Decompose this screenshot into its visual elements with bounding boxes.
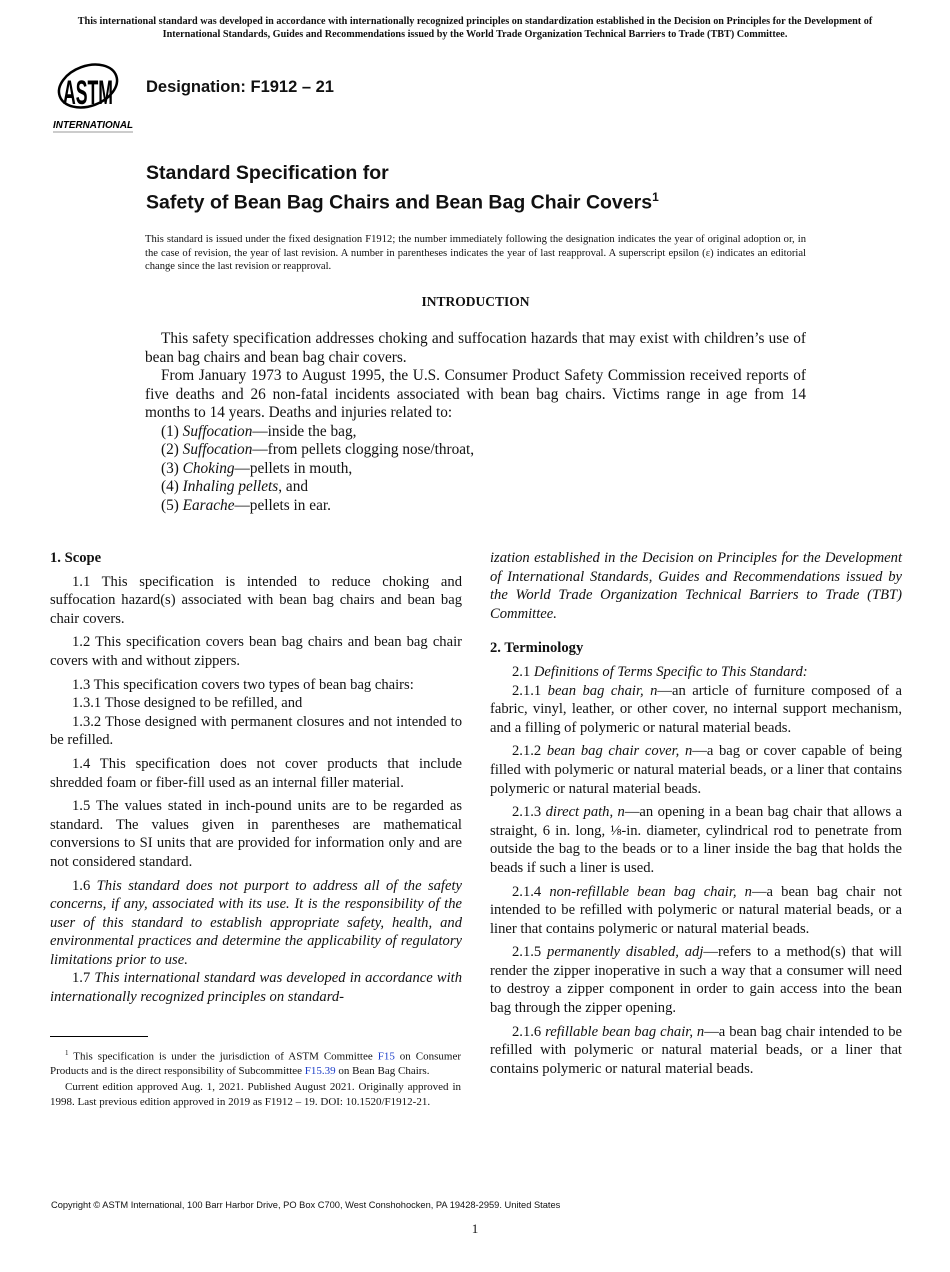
text: 1.3 This specification covers two types of bean bag chairs: [72,676,414,693]
text: —a bean bag chair intended to be refilled with polymeric or natural material beads, or a liner that contains polymeric or natural material beads. [490,1023,903,1077]
text: 1.6 [72,877,97,894]
italic-text: refillable bean bag chair, n [545,1023,705,1040]
list-number: (3) [161,459,183,477]
designation: Designation: F1912 – 21 [146,78,334,96]
text: 2.1.6 [512,1023,546,1040]
italic-text: bean bag chair cover, n [546,743,693,760]
italic-text: This international standard was developed in accordance with internationally recognized principles on standard- [50,970,463,1006]
paragraph [490,549,902,623]
list-text: —from pellets clogging nose/throat, [252,441,475,458]
text: 1.3.2 Those designed with permanent closures and not intended to be refilled. [50,713,462,749]
title-line-2 [146,185,659,215]
list-text: —inside the bag, [252,422,357,440]
list-term: Earache [182,496,235,514]
intro-list-item [145,441,806,460]
page-number: 1 [471,1221,479,1236]
paragraph [490,663,902,682]
list-number: (4) [161,478,183,495]
text: 1.7 [72,970,95,987]
intro-paragraph: From January 1973 to August 1995, the U.S. Consumer Product Safety Commission received reports of five deaths and 26 non-fatal incidents associated with bean bag chairs. Victims range in age from 14 months to 14 years. Deaths and injuries related to: [145,367,806,421]
text: 1.1 This specification is intended to reduce choking and suffocation hazard(s) associated with bean bag chairs and bean bag chair covers. [50,573,462,627]
text: —an opening in a bean bag chair that allows a straight, 6 in. long, ⅛-in. diameter, cylindrical rod to penetrate from outside the bag to the beads or to a liner inside the bag that holds the beads if such a liner is used. [490,804,902,876]
text: —a bean bag chair not intended to be refilled with polymeric or natural material beads, or a liner that contains polymeric or natural material beads. [490,883,902,937]
footnote-mark: 1 [65,1049,69,1057]
paragraph [50,694,462,713]
committee-f15-link[interactable]: F15 [377,1050,395,1063]
italic-text: ization established in the Decision on Principles for the Development of International Standards, Guides and Recommendations issued by the World Trade Organization Technical Barriers to Trade (TBT) Committee. [490,550,902,622]
section-heading: 2. Terminology [490,640,584,657]
paragraph [490,803,902,877]
list-text: , and [278,478,309,495]
astm-logo [52,56,134,134]
text: 2.1.1 [512,682,548,699]
text: 2.1.4 [512,883,550,900]
standards-notice: This international standard was developed in accordance with internationally recognized principles on standardization established in the Decision on Principles for the Development of International Standards, Guides and Recommendations issued by the World Trade Organization Technical Barriers to Trade (TBT) Committee. [77,16,873,40]
right-column [490,549,902,1083]
subcommittee-f15-39-link[interactable]: F15.39 [304,1065,336,1078]
text: 2.1 [512,663,534,680]
list-number: (5) [161,496,183,514]
footnote-text: This specification is under the jurisdiction of ASTM Committee [68,1050,378,1063]
list-text: —pellets in mouth, [234,459,353,477]
italic-text: bean bag chair, n [547,682,658,699]
logo-letters: ASTM [63,74,113,112]
paragraph [50,676,462,695]
section-heading: 1. Scope [50,550,102,566]
italic-text: permanently disabled, adj [547,944,704,961]
list-term: Suffocation [182,441,253,458]
paragraph [490,682,902,738]
footnote-text: on Bean Bag Chairs. [335,1065,430,1078]
text: 1.5 The values stated in inch-pound units are to be regarded as standard. The values given in parentheses are mathematical conversions to SI units that are provided for information only and are not considered standard. [50,798,462,870]
footnote-text: on Consumer Products and is the direct responsibility of Subcommittee [50,1050,461,1078]
text: —an article of furniture composed of a fabric, vinyl, leather, or other cover, no internal support mechanism, and a filling of polymeric or natural material beads. [490,682,902,736]
text: —refers to a method(s) that will render the zipper inoperative in such a way that a consumer will need to destroy a zipper component in order to gain access into the bean bag through the zipper opening. [490,944,902,1017]
text: 2.1.5 [512,944,548,961]
paragraph [50,755,462,792]
text: —a bag or cover capable of being filled with polymeric or natural material beads, or a liner that contains polymeric or natural material beads. [490,743,902,797]
italic-text: non-refillable bean bag chair, n [549,883,752,900]
title-line-1: Standard Specification for [146,162,389,184]
paragraph [490,883,902,939]
paragraph [50,633,462,670]
text: 1.2 This specification covers bean bag chairs and bean bag chair covers with and without zippers. [50,634,462,669]
intro-list-item [145,423,806,442]
introduction-heading: INTRODUCTION [421,294,530,309]
text: 2.1.3 [512,804,546,821]
footnotes [50,1046,461,1111]
document-title [146,161,659,215]
italic-text: direct path, n [545,804,625,821]
italic-text: Definitions of Terms Specific to This Standard: [533,663,808,680]
title-footnote-mark: 1 [652,190,659,204]
list-text: —pellets in ear. [234,496,331,514]
footnote-1 [50,1046,461,1078]
intro-list-item [145,478,806,497]
paragraph [50,969,462,1006]
text: 2.1.2 [512,743,547,760]
list-number: (2) [161,441,183,458]
list-term: Choking [182,459,235,477]
text: 1.4 This specification does not cover products that include shredded foam or fiber-fill used as an internal filler material. [50,755,462,791]
title-line-2-text: Safety of Bean Bag Chairs and Bean Bag Chair Covers [146,191,653,214]
paragraph [50,713,462,750]
paragraph [50,797,462,871]
intro-list-item [145,460,806,479]
intro-list-item [145,497,806,516]
paragraph [490,1023,902,1079]
list-term: Suffocation [182,422,253,440]
intro-paragraph: This safety specification addresses choking and suffocation hazards that may exist with children’s use of bean bag chairs and bean bag chair covers. [145,330,806,366]
paragraph [50,877,462,970]
footnote-divider [50,1036,148,1037]
left-column [50,549,462,1012]
issuance-statement: This standard is issued under the fixed designation F1912; the number immediately following the designation indicates the year of original adoption or, in the case of revision, the year of last revision. A number in parentheses indicates the year of last reapproval. A superscript epsilon (ε) indicates an editorial change since the last revision or reapproval. [145,234,806,273]
logo-sub: INTERNATIONAL [53,120,133,131]
copyright: Copyright © ASTM International, 100 Barr Harbor Drive, PO Box C700, West Conshohocken, PA 19428-2959. United States [51,1200,561,1210]
text: 1.3.1 Those designed to be refilled, and [72,695,303,712]
paragraph [490,943,902,1017]
italic-text: This standard does not purport to address all of the safety concerns, if any, associated with its use. It is the responsibility of the user of this standard to establish appropriate safety, health, and environmental practices and determine the applicability of regulatory limitations prior to use. [50,877,462,968]
paragraph [50,573,462,629]
list-term: Inhaling pellets [182,478,279,495]
paragraph [490,742,902,798]
introduction [145,330,806,515]
footnote-edition: Current edition approved Aug. 1, 2021. Published August 2021. Originally approved in 1998. Last previous edition approved in 2019 as F1912 – 19. DOI: 10.1520/F1912-21. [50,1081,461,1108]
list-number: (1) [161,422,183,440]
